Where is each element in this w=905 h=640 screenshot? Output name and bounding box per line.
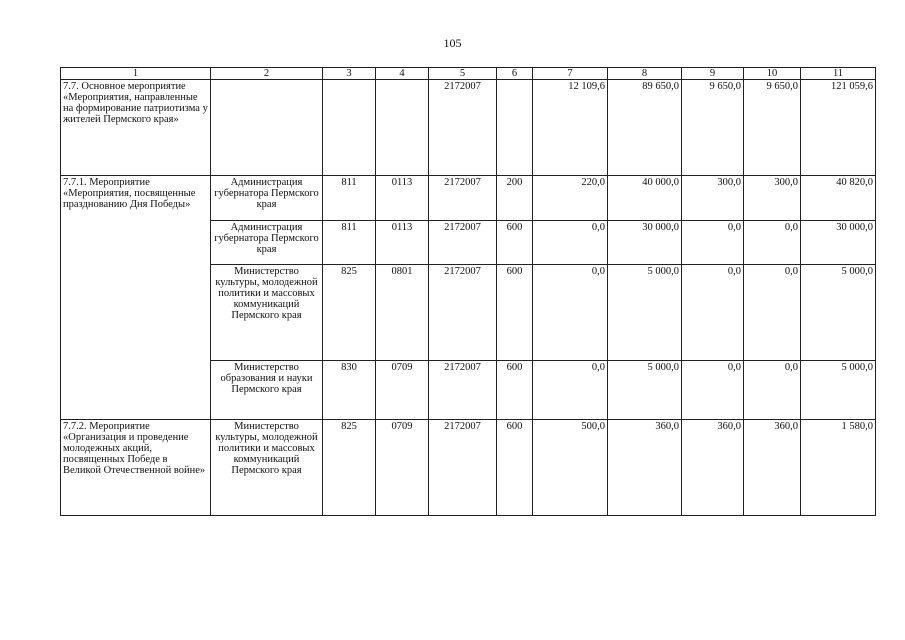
amount-cell: 300,0 xyxy=(744,176,801,221)
event-name-cell: 7.7.1. Мероприятие «Мероприятия, посвященные празднованию Дня Победы» xyxy=(61,176,211,420)
header-cell: 10 xyxy=(744,68,801,80)
header-cell: 11 xyxy=(801,68,876,80)
amount-cell: 360,0 xyxy=(608,420,682,516)
amount-cell: 0,0 xyxy=(533,265,608,361)
amount-cell: 360,0 xyxy=(682,420,744,516)
code-cell: 0113 xyxy=(376,221,429,265)
code-cell: 811 xyxy=(323,221,376,265)
code-cell xyxy=(323,80,376,176)
table-row xyxy=(61,420,876,516)
executor-cell: Министерство образования и науки Пермского края xyxy=(211,361,323,420)
amount-cell: 40 000,0 xyxy=(608,176,682,221)
code-cell xyxy=(376,80,429,176)
amount-cell: 500,0 xyxy=(533,420,608,516)
amount-cell: 360,0 xyxy=(744,420,801,516)
target-code-cell: 2172007 xyxy=(429,361,497,420)
header-cell: 8 xyxy=(608,68,682,80)
code-cell: 600 xyxy=(497,265,533,361)
amount-cell: 0,0 xyxy=(533,361,608,420)
table-row xyxy=(61,176,876,221)
header-cell: 6 xyxy=(497,68,533,80)
code-cell xyxy=(497,80,533,176)
code-cell: 200 xyxy=(497,176,533,221)
code-cell: 600 xyxy=(497,221,533,265)
header-cell: 2 xyxy=(211,68,323,80)
code-cell: 600 xyxy=(497,361,533,420)
amount-cell: 0,0 xyxy=(744,361,801,420)
executor-cell: Министерство культуры, молодежной политики и массовых коммуникаций Пермского края xyxy=(211,265,323,361)
amount-cell: 5 000,0 xyxy=(608,265,682,361)
code-cell: 830 xyxy=(323,361,376,420)
code-cell: 0801 xyxy=(376,265,429,361)
budget-table xyxy=(60,67,876,516)
code-cell: 0709 xyxy=(376,420,429,516)
code-cell: 0709 xyxy=(376,361,429,420)
amount-cell: 5 000,0 xyxy=(608,361,682,420)
amount-cell: 30 000,0 xyxy=(801,221,876,265)
amount-cell: 0,0 xyxy=(682,361,744,420)
target-code-cell: 2172007 xyxy=(429,221,497,265)
amount-cell: 121 059,6 xyxy=(801,80,876,176)
code-cell: 600 xyxy=(497,420,533,516)
code-cell: 0113 xyxy=(376,176,429,221)
amount-cell: 9 650,0 xyxy=(682,80,744,176)
code-cell: 825 xyxy=(323,265,376,361)
amount-cell: 5 000,0 xyxy=(801,361,876,420)
amount-cell: 5 000,0 xyxy=(801,265,876,361)
target-code-cell: 2172007 xyxy=(429,265,497,361)
amount-cell: 0,0 xyxy=(744,265,801,361)
amount-cell: 30 000,0 xyxy=(608,221,682,265)
amount-cell: 12 109,6 xyxy=(533,80,608,176)
header-cell: 3 xyxy=(323,68,376,80)
amount-cell: 40 820,0 xyxy=(801,176,876,221)
header-cell: 4 xyxy=(376,68,429,80)
amount-cell: 1 580,0 xyxy=(801,420,876,516)
amount-cell: 300,0 xyxy=(682,176,744,221)
event-name-cell: 7.7.2. Мероприятие «Организация и проведение молодежных акций, посвященных Победе в Великой Отечественной войне» xyxy=(61,420,211,516)
executor-cell: Администрация губернатора Пермского края xyxy=(211,221,323,265)
amount-cell: 9 650,0 xyxy=(744,80,801,176)
target-code-cell: 2172007 xyxy=(429,420,497,516)
amount-cell: 0,0 xyxy=(744,221,801,265)
table-row-main-event xyxy=(61,80,876,176)
event-name-cell: 7.7. Основное мероприятие «Мероприятия, направленные на формирование патриотизма у жителей Пермского края» xyxy=(61,80,211,176)
header-row xyxy=(61,68,876,80)
target-code-cell: 2172007 xyxy=(429,80,497,176)
executor-cell: Министерство культуры, молодежной политики и массовых коммуникаций Пермского края xyxy=(211,420,323,516)
header-cell: 1 xyxy=(61,68,211,80)
page-number: 105 xyxy=(443,36,462,50)
amount-cell: 0,0 xyxy=(682,265,744,361)
amount-cell: 0,0 xyxy=(682,221,744,265)
executor-cell: Администрация губернатора Пермского края xyxy=(211,176,323,221)
code-cell: 825 xyxy=(323,420,376,516)
amount-cell: 89 650,0 xyxy=(608,80,682,176)
header-cell: 9 xyxy=(682,68,744,80)
code-cell: 811 xyxy=(323,176,376,221)
amount-cell: 220,0 xyxy=(533,176,608,221)
target-code-cell: 2172007 xyxy=(429,176,497,221)
amount-cell: 0,0 xyxy=(533,221,608,265)
header-cell: 7 xyxy=(533,68,608,80)
header-cell: 5 xyxy=(429,68,497,80)
executor-cell xyxy=(211,80,323,176)
